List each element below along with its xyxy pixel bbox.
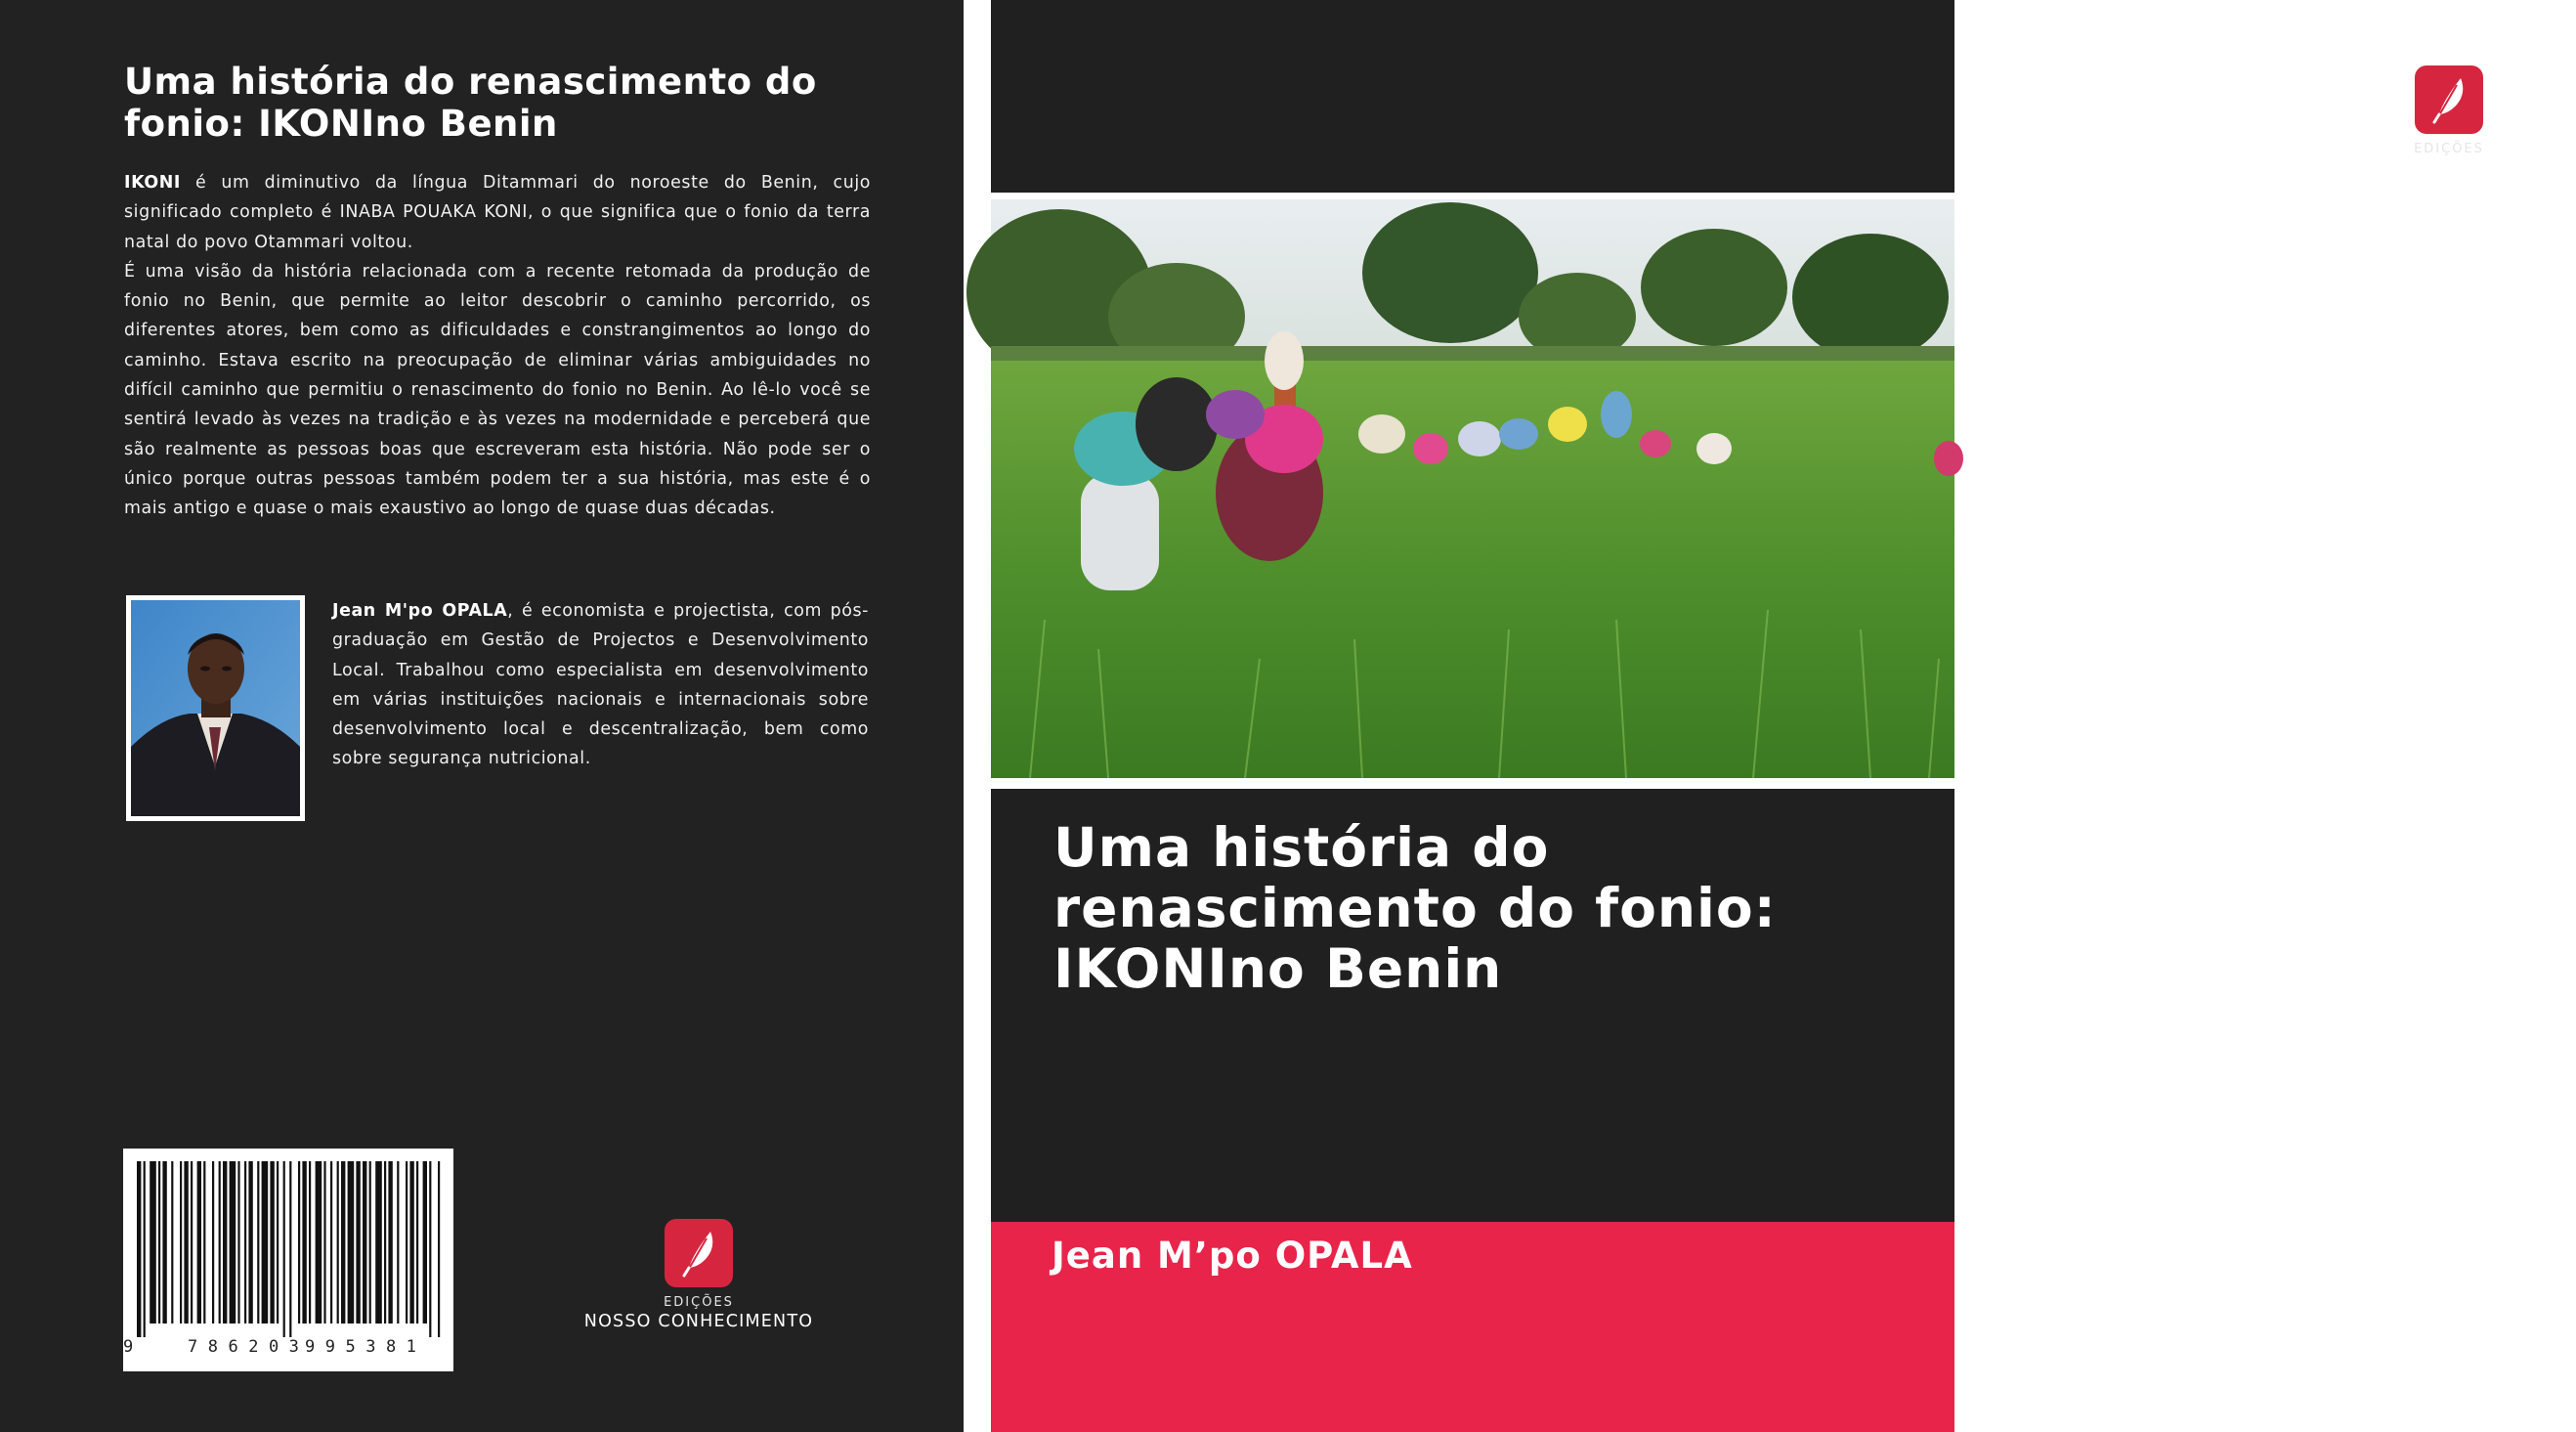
barcode-bar	[262, 1161, 269, 1324]
barcode-bar	[330, 1161, 332, 1324]
spine	[964, 0, 991, 1432]
barcode-bar	[237, 1161, 239, 1324]
barcode-bar	[158, 1161, 160, 1324]
back-cover-title: Uma história do renascimento do fonio: IKONIno Benin	[124, 61, 817, 145]
barcode-bar	[341, 1161, 345, 1324]
author-photo-frame	[126, 595, 305, 821]
barcode-bar	[191, 1161, 193, 1324]
barcode-bar	[348, 1161, 355, 1324]
blurb-paragraph-2: É uma visão da história relacionada com a recente retomada da produção de fonio no Benin, que permite ao leitor descobrir o caminho percorrido, os diferentes atores, bem como as dificuldades e constrangimentos ao longo do caminho. Estava escrito na preocupação de eliminar várias ambiguidades no difícil caminho que permitiu o renascimento do fonio no Benin. Ao lê-lo você se sentirá levado às vezes na tradição e às vezes na modernidade e perceberá que são realmente as pessoas boas que escreveram esta história. Não pode ser o único porque outras pessoas também podem ter a sua história, mas este é o mais antigo e quase o mais exaustivo ao longo de quase duas décadas.	[124, 261, 871, 519]
barcode-bar	[223, 1161, 227, 1324]
barcode-bar	[409, 1161, 413, 1324]
barcode-bar	[369, 1161, 371, 1324]
barcode-bar	[397, 1161, 399, 1324]
publisher-logo-front	[2322, 65, 2576, 178]
isbn-group-2: 995381	[305, 1337, 427, 1357]
book-blurb	[124, 168, 871, 524]
barcode-bar	[162, 1161, 166, 1324]
barcode-bar	[289, 1161, 291, 1337]
barcode-bar	[270, 1161, 274, 1324]
front-cover-author: Jean M’po OPALA	[1052, 1235, 1413, 1277]
barcode-bar	[302, 1161, 306, 1324]
barcode-bar	[137, 1161, 141, 1337]
publisher-line-2: NOSSO CONHECIMENTO	[583, 1312, 814, 1331]
barcode-bar	[203, 1161, 205, 1324]
publisher-logo-back	[577, 1219, 821, 1331]
barcode-bar	[230, 1161, 236, 1324]
publisher-line-1: EDIÇÕES	[664, 1295, 734, 1310]
author-photo	[131, 600, 300, 816]
barcode-bar	[375, 1161, 382, 1324]
barcode-bar	[337, 1161, 339, 1324]
barcode-bar	[257, 1161, 259, 1324]
barcode-bar	[248, 1161, 252, 1324]
blurb-lead: IKONI	[124, 173, 181, 193]
barcode-bar	[356, 1161, 360, 1324]
cover-photo-fonio-field	[991, 199, 1954, 778]
barcode-bar	[219, 1161, 221, 1324]
barcode-bar	[316, 1161, 322, 1324]
barcode-bar	[277, 1161, 279, 1324]
barcode-bar	[406, 1161, 408, 1324]
feather-icon	[665, 1219, 733, 1287]
barcode-bar	[197, 1161, 201, 1324]
barcode-bar	[384, 1161, 386, 1324]
barcode-bar	[388, 1161, 392, 1324]
barcode-bar	[423, 1161, 427, 1324]
blurb-paragraph-1: é um diminutivo da língua Ditammari do noroeste do Benin, cujo significado completo é INABA POUAKA KONI, o que significa que o fonio da terra natal do povo Otammari voltou.	[124, 173, 871, 252]
barcode-bar	[298, 1161, 300, 1324]
barcode-bar	[144, 1161, 146, 1337]
feather-icon	[2415, 65, 2483, 134]
isbn-first-digit: 9	[123, 1337, 144, 1357]
barcode-bar	[212, 1161, 214, 1324]
barcode-bar	[309, 1161, 311, 1324]
front-cover-title: Uma história do renascimento do fonio: IKONIno Benin	[1053, 816, 1777, 1000]
author-name: Jean M'po OPALA	[332, 601, 508, 621]
barcode-bar	[363, 1161, 366, 1324]
barcode-bar	[438, 1161, 440, 1337]
author-bio	[332, 596, 869, 774]
back-cover	[0, 0, 964, 1432]
author-bio-text: , é economista e projectista, com pós-graduação em Gestão de Projectos e Desenvolvimento Local. Trabalhou como especialista em desenvolvimento em várias instituições nacionais e internacionais sobre desenvolvimento local e descentralização, bem como sobre segurança nutricional.	[332, 601, 869, 769]
publisher-line-1: EDIÇÕES	[2414, 142, 2484, 156]
publisher-line-2: NOSSO CONHECIMENTO	[2334, 158, 2564, 178]
barcode-bar	[323, 1161, 325, 1324]
barcode-bar	[429, 1161, 431, 1337]
cover-photo-frame	[991, 193, 1954, 789]
isbn-barcode	[123, 1149, 453, 1371]
barcode-bar	[416, 1161, 418, 1324]
barcode-bar	[184, 1161, 188, 1324]
barcode-bar	[171, 1161, 173, 1324]
barcode-bars	[133, 1161, 446, 1337]
barcode-bar	[244, 1161, 246, 1324]
isbn-group-1: 786203	[188, 1337, 310, 1357]
barcode-bar	[180, 1161, 182, 1324]
barcode-bar	[150, 1161, 156, 1324]
barcode-bar	[283, 1161, 285, 1337]
